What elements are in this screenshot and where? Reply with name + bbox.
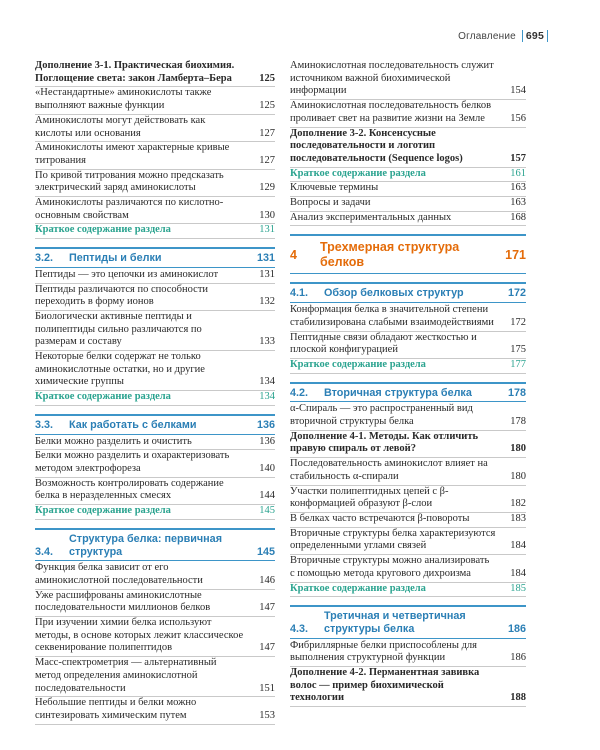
- running-header: [458, 30, 548, 42]
- section-title: Обзор белковых структур: [324, 287, 464, 300]
- toc-entry[interactable]: [35, 590, 275, 617]
- section-number: 4.2.: [290, 386, 309, 399]
- toc-section-heading[interactable]: [35, 414, 275, 435]
- toc-entry[interactable]: [290, 100, 526, 127]
- toc-entry[interactable]: [290, 458, 526, 485]
- page-ref: 171: [505, 247, 526, 262]
- entry-title: Краткое содержание раздела: [290, 167, 426, 179]
- entry-title: Дополнение 4-1. Методы. Как отличить правую спираль от левой?: [290, 430, 479, 455]
- entry-title: В белках часто встречаются β-повороты: [290, 512, 470, 524]
- toc-entry[interactable]: [35, 450, 275, 477]
- section-title: Трехмерная структура белков: [320, 240, 460, 270]
- page-ref: 188: [510, 692, 526, 704]
- entry-title: Пептиды различаются по способности переходить в форму ионов: [35, 283, 209, 308]
- page-ref: 153: [259, 709, 275, 721]
- page-ref: 180: [510, 443, 526, 455]
- entry-title: Некоторые белки содержат не только аминокислотные остатки, но и другие химические группы: [35, 351, 205, 388]
- section-title: Структура белка: первичная структура: [69, 532, 222, 558]
- toc-entry[interactable]: [35, 617, 275, 657]
- entry-title: Белки можно разделить и охарактеризовать методом электрофореза: [35, 450, 230, 474]
- toc-section-heading[interactable]: [35, 528, 275, 561]
- toc-entry[interactable]: [290, 486, 526, 513]
- page-ref: 145: [256, 545, 275, 558]
- toc-entry[interactable]: [35, 311, 275, 351]
- page-ref: 127: [259, 127, 275, 139]
- entry-title: Дополнение 3-2. Консенсусные последовательности и логотип последовательности (Sequence logos): [290, 127, 463, 164]
- section-number: 4.3.: [290, 622, 309, 635]
- toc-entry[interactable]: [35, 478, 275, 505]
- toc-entry[interactable]: [290, 528, 526, 555]
- page-ref: 140: [259, 462, 275, 474]
- toc-entry[interactable]: [290, 60, 526, 100]
- page-ref: 175: [510, 344, 526, 356]
- page-ref: 183: [510, 512, 526, 524]
- page-ref: 129: [259, 182, 275, 194]
- toc-entry[interactable]: [35, 170, 275, 197]
- toc-box-entry[interactable]: [290, 667, 526, 707]
- toc-entry[interactable]: [35, 269, 275, 284]
- entry-title: Краткое содержание раздела: [290, 358, 426, 370]
- section-title: Третичная и четвертичная структуры белка: [324, 610, 466, 635]
- page-ref: 177: [510, 358, 526, 370]
- page-ref: 134: [259, 376, 275, 388]
- toc-entry[interactable]: [290, 182, 526, 197]
- section-title: Пептиды и белки: [69, 252, 162, 265]
- entry-title: Пептиды — это цепочки из аминокислот: [35, 268, 219, 280]
- toc-entry[interactable]: [35, 87, 275, 114]
- page-number: 695: [522, 30, 548, 42]
- header-title: Оглавление: [458, 31, 516, 42]
- entry-title: Аминокислотная последовательность служит источником важной биохимической информации: [290, 60, 494, 97]
- page-ref: 186: [507, 622, 526, 635]
- toc-entry[interactable]: [290, 332, 526, 359]
- entry-title: Последовательность аминокислот влияет на стабильность α-спирали: [290, 458, 488, 482]
- entry-title: Фибриллярные белки приспособлены для выполнения структурной функции: [290, 639, 477, 664]
- entry-title: Дополнение 4-2. Перманентная завивка волос — пример биохимической технологии: [290, 667, 480, 704]
- entry-title: Аминокислоты имеют характерные кривые титрования: [35, 142, 230, 166]
- page-ref: 136: [259, 435, 275, 447]
- toc-summary-entry[interactable]: [35, 391, 275, 406]
- toc-summary-entry[interactable]: [35, 505, 275, 520]
- toc-entry[interactable]: [35, 562, 275, 589]
- section-number: 4: [290, 247, 297, 262]
- toc-summary-entry[interactable]: [290, 168, 526, 183]
- entry-title: Небольшие пептиды и белки можно синтезировать химическим путем: [35, 697, 197, 721]
- toc-entry[interactable]: [35, 142, 275, 169]
- page-ref: 172: [507, 287, 526, 300]
- toc-box-entry[interactable]: [35, 60, 275, 87]
- entry-title: Ключевые термины: [290, 182, 379, 194]
- toc-entry[interactable]: [35, 697, 275, 724]
- section-title: Вторичная структура белка: [324, 386, 472, 399]
- entry-title: Биологически активные пептиды и полипептиды сильно различаются по размерам и составу: [35, 310, 202, 348]
- entry-title: Краткое содержание раздела: [290, 582, 426, 594]
- page-ref: 180: [510, 470, 526, 482]
- page-ref: 134: [259, 391, 275, 403]
- page-ref: 147: [259, 602, 275, 614]
- entry-title: Краткое содержание раздела: [35, 505, 171, 517]
- toc-left-column: [35, 60, 275, 725]
- toc-summary-entry[interactable]: [290, 583, 526, 598]
- toc-entry[interactable]: [290, 403, 526, 430]
- page-ref: 172: [510, 316, 526, 328]
- section-number: 3.3.: [35, 418, 54, 431]
- page-ref: 178: [507, 386, 526, 399]
- toc-summary-entry[interactable]: [290, 359, 526, 374]
- entry-title: Аминокислоты различаются по кислотно-основным свойствам: [35, 197, 224, 221]
- toc-section-heading[interactable]: [35, 247, 275, 268]
- toc-entry[interactable]: [290, 640, 526, 667]
- page-ref: 151: [259, 682, 275, 694]
- section-title: Как работать с белками: [69, 418, 197, 431]
- page-ref: 185: [510, 582, 526, 594]
- page-ref: 136: [256, 418, 275, 431]
- page-ref: 146: [259, 574, 275, 586]
- section-number: 3.2.: [35, 252, 54, 265]
- toc-entry[interactable]: [290, 304, 526, 331]
- page-ref: 130: [259, 209, 275, 221]
- entry-title: Возможность контролировать содержание белка в неразделенных смесях: [35, 477, 224, 502]
- entry-title: Функция белка зависит от его аминокислотной последовательности: [35, 562, 203, 586]
- toc-summary-entry[interactable]: [35, 224, 275, 239]
- toc-box-entry[interactable]: [290, 128, 526, 168]
- toc-entry[interactable]: [35, 351, 275, 391]
- page-ref: 125: [259, 100, 275, 112]
- section-number: 4.1.: [290, 287, 309, 300]
- entry-title: При изучении химии белка используют методы, в основе которых лежит классическое секвенирование полипептидов: [35, 617, 244, 654]
- page-ref: 156: [510, 112, 526, 124]
- toc-entry[interactable]: [290, 555, 526, 582]
- page-ref: 125: [259, 72, 275, 84]
- page-ref: 186: [510, 652, 526, 664]
- page-ref: 163: [510, 182, 526, 194]
- page-ref: 161: [510, 167, 526, 179]
- page-ref: 184: [510, 567, 526, 579]
- entry-title: Краткое содержание раздела: [35, 391, 171, 403]
- toc-entry[interactable]: [35, 284, 275, 311]
- toc-section-heading[interactable]: [290, 605, 526, 638]
- entry-title: Уже расшифрованы аминокислотные последовательности миллионов белков: [35, 589, 211, 614]
- page-ref: 127: [259, 154, 275, 166]
- page-ref: 131: [256, 252, 275, 265]
- page-ref: 133: [259, 336, 275, 348]
- toc-section-heading[interactable]: [290, 382, 526, 403]
- entry-title: Вторичные структуры можно анализировать с помощью метода кругового дихроизма: [290, 555, 490, 579]
- entry-title: Белки можно разделить и очистить: [35, 435, 192, 447]
- entry-title: Анализ экспериментальных данных: [290, 211, 452, 223]
- entry-title: Аминокислоты могут действовать как кислоты или основания: [35, 114, 206, 139]
- page-ref: 178: [510, 416, 526, 428]
- toc-entry[interactable]: [290, 197, 526, 212]
- page-ref: 131: [259, 224, 275, 236]
- entry-title: Вопросы и задачи: [290, 197, 371, 209]
- entry-title: Конформация белка в значительной степени стабилизирована слабыми взаимодействиями: [290, 304, 494, 328]
- page-ref: 131: [259, 268, 275, 280]
- page-ref: 168: [510, 211, 526, 223]
- page-ref: 182: [510, 498, 526, 510]
- page-ref: 132: [259, 296, 275, 308]
- toc-section-heading[interactable]: [290, 282, 526, 303]
- entry-title: По кривой титрования можно предсказать электрический заряд аминокислоты: [35, 169, 224, 194]
- toc-chapter-heading[interactable]: [290, 234, 526, 274]
- toc-box-entry[interactable]: [290, 431, 526, 458]
- toc-right-column: [290, 60, 526, 707]
- page-ref: 163: [510, 197, 526, 209]
- page-ref: 154: [510, 85, 526, 97]
- toc-entry[interactable]: [35, 115, 275, 142]
- entry-title: «Нестандартные» аминокислоты также выполняют важные функции: [35, 87, 212, 112]
- section-number: 3.4.: [35, 545, 54, 558]
- entry-title: Участки полипептидных цепей с β-конформацией образуют β-слои: [290, 485, 449, 510]
- page-ref: 144: [259, 490, 275, 502]
- page-ref: 147: [259, 642, 275, 654]
- entry-title: α-Спираль — это распространенный вид вторичной структуры белка: [290, 403, 473, 428]
- entry-title: Вторичные структуры белка характеризуются определенными углами связей: [290, 527, 496, 552]
- toc-entry[interactable]: [35, 657, 275, 697]
- page-ref: 184: [510, 540, 526, 552]
- toc-entry[interactable]: [290, 513, 526, 528]
- entry-title: Пептидные связи обладают жесткостью и плоской конфигурацией: [290, 331, 477, 356]
- toc-entry[interactable]: [290, 212, 526, 227]
- entry-title: Аминокислотная последовательность белков проливает свет на развитие жизни на Земле: [290, 100, 492, 124]
- page-ref: 157: [510, 152, 526, 164]
- entry-title: Масс-спектрометрия — альтернативный метод определения аминокислотной последовательности: [35, 657, 217, 694]
- entry-title: Краткое содержание раздела: [35, 224, 171, 236]
- page-ref: 145: [259, 505, 275, 517]
- entry-title: Дополнение 3-1. Практическая биохимия. Поглощение света: закон Ламберта–Бера: [35, 60, 235, 84]
- toc-entry[interactable]: [35, 197, 275, 224]
- toc-entry[interactable]: [35, 436, 275, 451]
